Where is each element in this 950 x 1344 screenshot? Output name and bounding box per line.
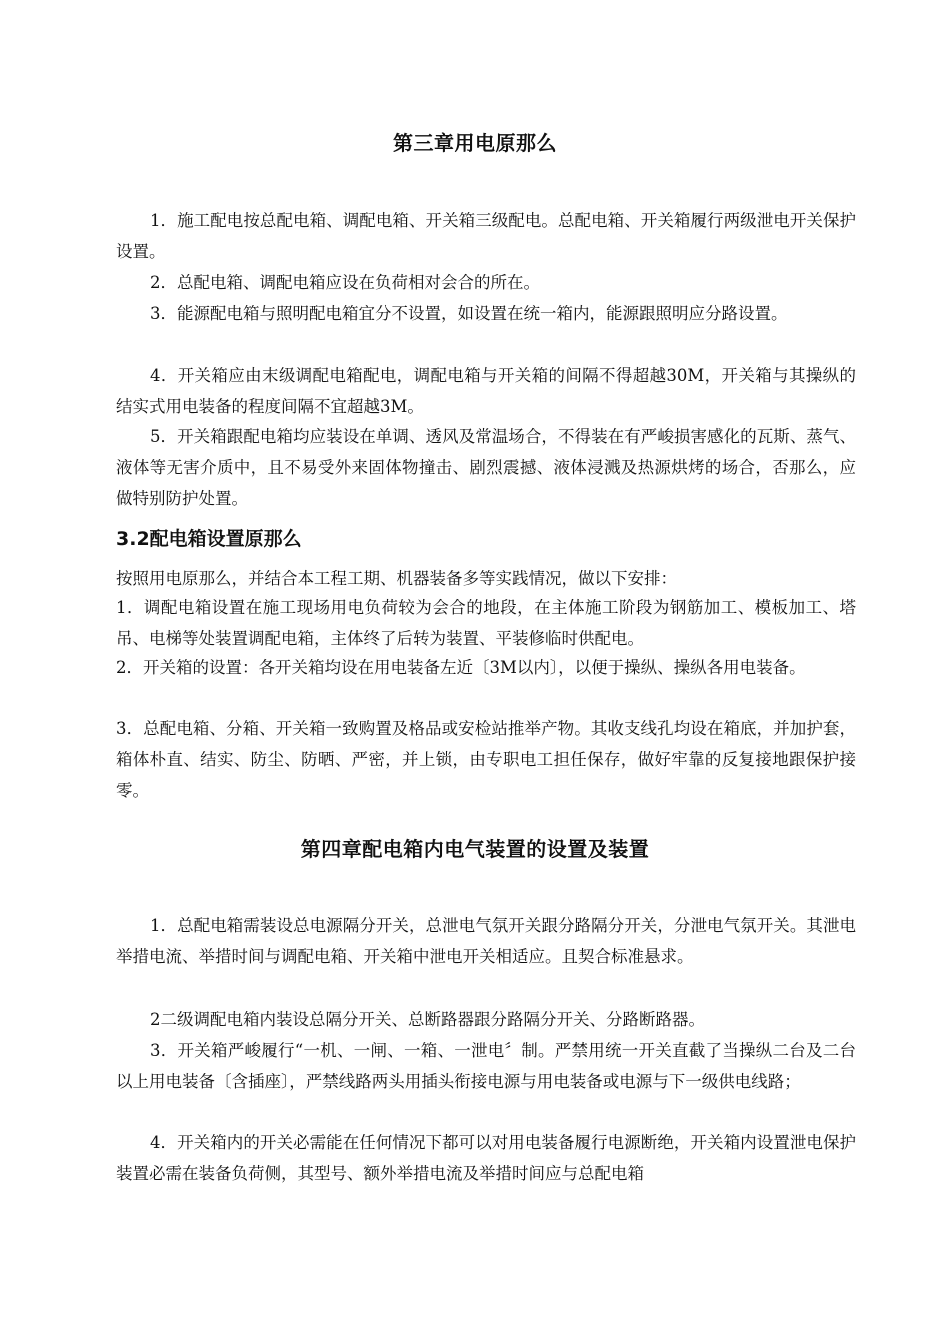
chapter4-item-3: 3．开关箱严峻履行“一机、一闸、一箱、一泄电〞制。严禁用统一开关直截了当操纵二台及二台以上用电装备〔含插座〕，严禁线路两头用插头衔接电源与用电装备或电源与下一级供电线路；: [116, 1041, 856, 1091]
chapter3-item-5: 5．开关箱跟配电箱均应装设在单调、透风及常温场合，不得装在有严峻损害感化的瓦斯、蒸气、液体等无害介质中，且不易受外来固体物撞击、剧烈震撼、液体浸溅及热源烘烤的场合，否那么，应做特别防护处置。: [116, 427, 856, 508]
chapter3-item-3: 3．能源配电箱与照明配电箱宜分不设置，如设置在统一箱内，能源跟照明应分路设置。: [150, 304, 788, 323]
section-3-2-heading: 3.2配电箱设置原那么: [116, 528, 302, 550]
chapter4-item-1: 1．总配电箱需装设总电源隔分开关，总泄电气氛开关跟分路隔分开关，分泄电气氛开关。其泄电举措电流、举措时间与调配电箱、开关箱中泄电开关相适应。且契合标准悬求。: [116, 916, 856, 966]
section-3-2-item-1: 1．调配电箱设置在施工现场用电负荷较为会合的地段，在主体施工阶段为钢筋加工、模板加工、塔吊、电梯等处装置调配电箱，主体终了后转为装置、平装修临时供配电。: [116, 598, 856, 648]
chapter4-title: 第四章配电箱内电气装置的设置及装置: [300, 837, 650, 861]
chapter3-item-1: 1．施工配电按总配电箱、调配电箱、开关箱三级配电。总配电箱、开关箱履行两级泄电开关保护设置。: [116, 211, 856, 261]
chapter4-item-2: 2二级调配电箱内装设总隔分开关、总断路器跟分路隔分开关、分路断路器。: [150, 1010, 705, 1029]
chapter3-title: 第三章用电原那么: [393, 131, 557, 155]
section-3-2-item-3: 3．总配电箱、分箱、开关箱一致购置及格品或安检站推举产物。其收支线孔均设在箱底，并加护套，箱体朴直、结实、防尘、防晒、严密，并上锁，由专职电工担任保存，做好牢靠的反复接地跟保护接零。: [116, 719, 856, 800]
section-3-2-item-2: 2．开关箱的设置：各开关箱均设在用电装备左近〔3M以内〕，以便于操纵、操纵各用电装备。: [116, 658, 806, 677]
section-3-2-intro: 按照用电原那么，并结合本工程工期、机器装备多等实践情况，做以下安排：: [116, 569, 677, 588]
chapter3-item-2: 2．总配电箱、调配电箱应设在负荷相对会合的所在。: [150, 273, 540, 292]
chapter3-item-4: 4．开关箱应由末级调配电箱配电，调配电箱与开关箱的间隔不得超越30M，开关箱与其操纵的结实式用电装备的程度间隔不宜超越3M。: [116, 366, 856, 416]
chapter4-item-4: 4．开关箱内的开关必需能在任何情况下都可以对用电装备履行电源断绝，开关箱内设置泄电保护装置必需在装备负荷侧，其型号、额外举措电流及举措时间应与总配电箱: [116, 1133, 856, 1183]
